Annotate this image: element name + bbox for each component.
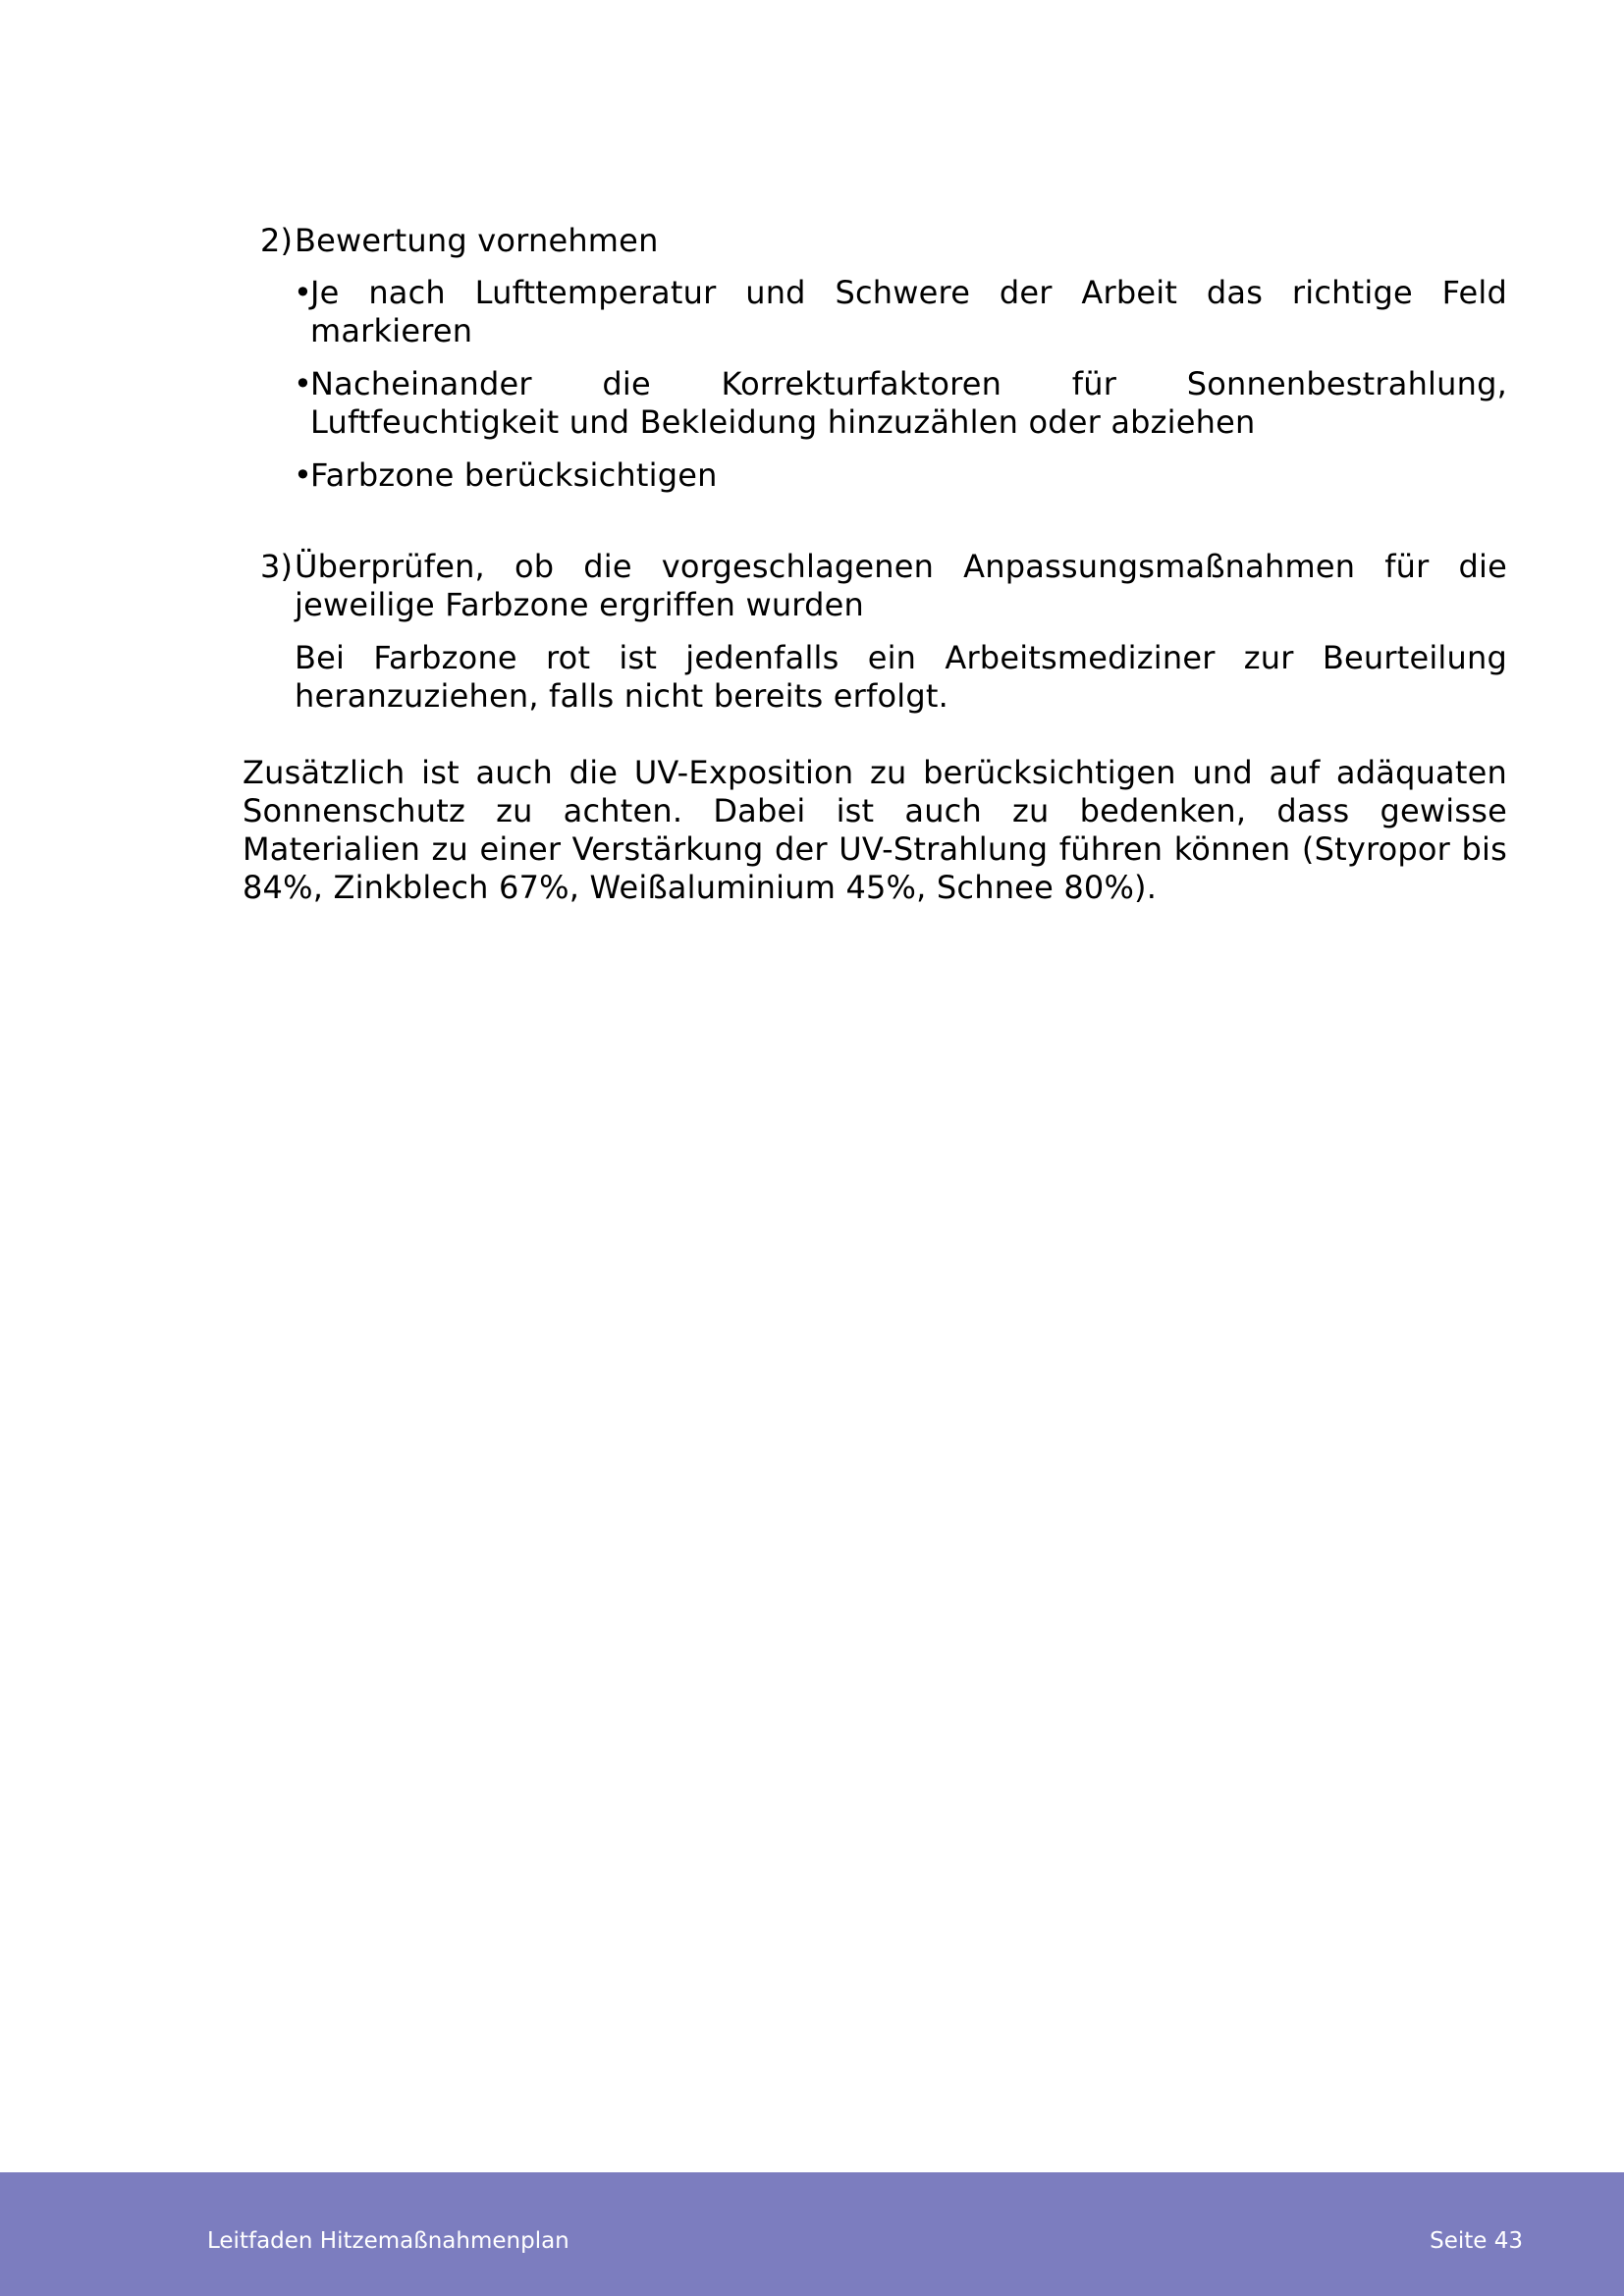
page-footer <box>0 2172 1624 2296</box>
item-note: Bei Farbzone rot ist jedenfalls ein Arbeitsmediziner zur Beurteilung heranzuziehen, falls nicht bereits erfolgt. <box>295 639 1507 715</box>
numbered-item-3 <box>260 548 1507 624</box>
bullet-text: Farbzone berücksichtigen <box>310 456 718 494</box>
bullet-item <box>294 274 1507 350</box>
footer-document-title: Leitfaden Hitzemaßnahmenplan <box>207 2228 569 2254</box>
numbered-item-2 <box>260 222 1507 495</box>
body-paragraph: Zusätzlich ist auch die UV-Exposition zu berücksichtigen und auf adäquaten Sonnenschutz zu achten. Dabei ist auch zu bedenken, dass gewisse Materialien zu einer Verstärkung der UV-Strahlung führen können (Styropor bis 84%, Zinkblech 67%, Weißaluminium 45%, Schnee 80%). <box>243 754 1507 906</box>
spacer <box>243 509 1507 548</box>
bullet-item <box>294 365 1507 442</box>
page-content <box>243 222 1507 907</box>
bullet-icon: • <box>294 365 313 402</box>
item-number: 3) <box>260 548 294 585</box>
item-title: Überprüfen, ob die vorgeschlagenen Anpassungsmaßnahmen für die jeweilige Farbzone ergriffen wurden <box>295 548 1507 623</box>
bullet-icon: • <box>294 274 313 311</box>
bullet-item <box>294 456 1507 495</box>
bullet-text: Je nach Lufttemperatur und Schwere der Arbeit das richtige Feld markieren <box>310 274 1507 349</box>
item-number: 2) <box>260 222 294 259</box>
item-title: Bewertung vornehmen <box>295 222 659 259</box>
bullet-text: Nacheinander die Korrekturfaktoren für Sonnenbestrahlung, Luftfeuchtigkeit und Bekleidung hinzuzählen oder abziehen <box>310 365 1507 441</box>
footer-page-number: Seite 43 <box>1430 2228 1523 2254</box>
bullet-list <box>295 274 1507 495</box>
bullet-icon: • <box>294 456 313 494</box>
